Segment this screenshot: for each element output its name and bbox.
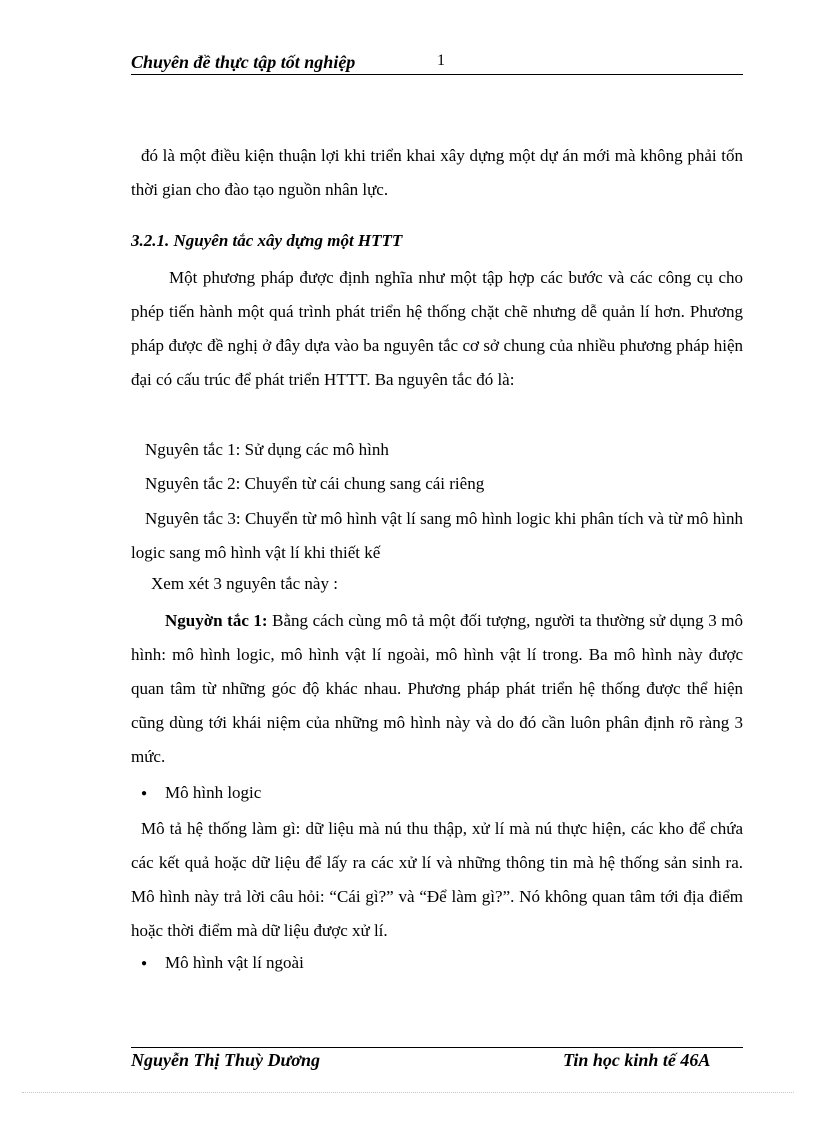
footer-divider xyxy=(131,1047,743,1048)
page-bottom-dotted-line xyxy=(22,1092,794,1093)
rule-3: Nguyên tắc 3: Chuyển từ mô hình vật lí sang mô hình logic khi phân tích và từ mô hình logic sang mô hình vật lí khi thiết kế xyxy=(131,509,743,562)
footer-class: Tin học kinh tế 46A xyxy=(563,1050,711,1070)
paragraph-rule1-detail xyxy=(131,604,743,774)
header-title: Chuyên đề thực tập tốt nghiệp xyxy=(131,52,356,72)
bullet-item-logic xyxy=(131,783,261,803)
section-heading: 3.2.1. Nguyên tắc xây dựng một HTTT xyxy=(131,231,403,250)
bullet-label-logic: Mô hình logic xyxy=(165,783,262,802)
rule-1: Nguyên tắc 1: Sử dụng các mô hình xyxy=(145,440,389,459)
paragraph-rule3 xyxy=(131,502,743,570)
paragraph-1: đó là một điều kiện thuận lợi khi triển khai xây dựng một dự án mới mà không phải tốn thời gian cho đào tạo nguồn nhân lực. xyxy=(131,146,743,199)
rule-2: Nguyên tắc 2: Chuyển từ cái chung sang cái riêng xyxy=(145,474,485,493)
bullet-dot-icon: ● xyxy=(141,958,148,969)
paragraph-4: Mô tả hệ thống làm gì: dữ liệu mà nú thu thập, xử lí mà nú thực hiện, các kho để chứa các kết quả hoặc dữ liệu để lấy ra các xử lí và những thông tin mà hệ thống sản sinh ra. Mô hình này trả lời câu hỏi: “Cái gì?” và “Để làm gì?”. Nó không quan tâm tới địa điểm hoặc thời điểm mà dữ liệu được xử lí. xyxy=(131,819,743,940)
paragraph-definition xyxy=(131,261,743,397)
paragraph-3-rest: Bằng cách cùng mô tả một đối tượng, người ta thường sử dụng 3 mô hình: mô hình logic, mô hình vật lí ngoài, mô hình vật lí trong. Ba mô hình này được quan tâm từ những góc độ khác nhau. Phương pháp phát triển hệ thống được thể hiện cũng dùng tới khái niệm của những mô hình này và do đó cần luôn phân định rõ ràng 3 mức. xyxy=(131,611,743,766)
bullet-label-physical: Mô hình vật lí ngoài xyxy=(165,953,304,972)
page-header xyxy=(131,52,743,75)
paragraph-intro xyxy=(131,139,743,207)
paragraph-3-bold: Nguyờn tắc 1: xyxy=(165,611,268,630)
bullet-dot-icon: ● xyxy=(141,788,148,799)
consider-line: Xem xét 3 nguyên tắc này : xyxy=(151,574,338,593)
bullet-item-physical xyxy=(131,953,304,973)
paragraph-3 xyxy=(131,604,743,774)
paragraph-2: Một phương pháp được định nghĩa như một tập hợp các bước và các công cụ cho phép tiến hành một quá trình phát triển hệ thống chặt chẽ nhưng dễ quản lí hơn. Phương pháp được đề nghị ở đây dựa vào ba nguyên tắc cơ sở chung của nhiều phương pháp hiện đại có cấu trúc để phát triển HTTT. Ba nguyên tắc đó là: xyxy=(131,268,743,389)
footer-author: Nguyễn Thị Thuỳ Dương xyxy=(131,1050,320,1070)
paragraph-logic-detail xyxy=(131,812,743,948)
page-number: 1 xyxy=(437,52,445,69)
